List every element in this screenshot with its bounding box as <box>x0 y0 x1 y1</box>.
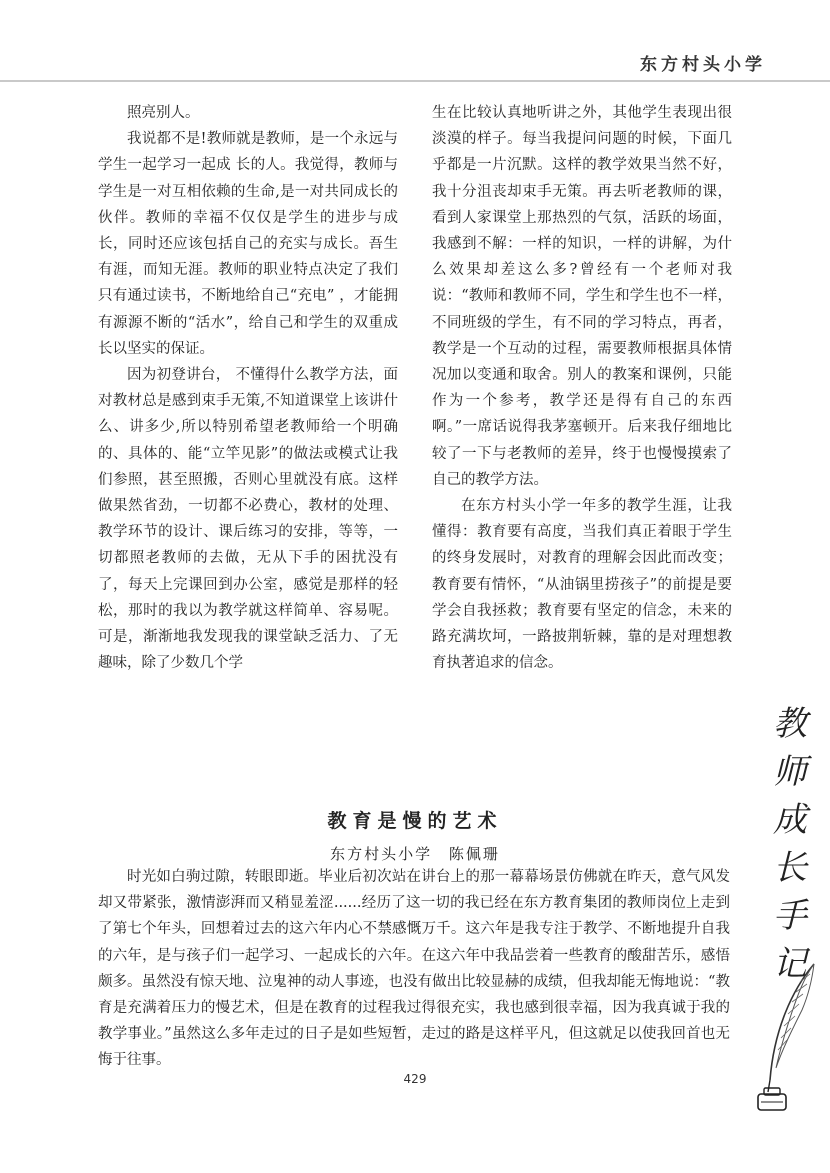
side-title-char: 教 <box>773 704 807 744</box>
paragraph: 我说都不是!教师就是教师，是一个永远与学生一起学习一起成 长的人。我觉得，教师与学生是一对互相依赖的生命,是一对共同成长的伙伴。教师的幸福不仅仅是学生的进步与成长，同时还应该包括自己的充实与成长。吾生有涯，而知无涯。教师的职业特点决定了我们只有通过读书，不断地给自己“充电” ，才能拥有源源不断的“活水”，给自己和学生的双重成长以坚实的保证。 <box>98 131 398 357</box>
side-vertical-title <box>770 700 810 988</box>
quill-pen-inkwell-icon <box>752 960 822 1120</box>
side-title-char: 长 <box>773 848 807 888</box>
paragraph: 时光如白驹过隙，转眼即逝。毕业后初次站在讲台上的那一幕幕场景仿佛就在昨天，意气风发却又带紧张，激情澎湃而又稍显羞涩......经历了这一切的我已经在东方教育集团的教师岗位上走到了第七个年头，回想着过去的这六年内心不禁感慨万千。这六年是我专注于教学、不断地提升自我的六年，是与孩子们一起学习、一起成长的六年。在这六年中我品尝着一些教育的酸甜苦乐，感悟颇多。虽然没有惊天地、泣鬼神的动人事迹，也没有做出比较显赫的成绩，但我却能无悔地说：“教育是充满着压力的慢艺术，但是在教育的过程我过得很充实，我也感到很幸福，因为我真诚于我的教学事业。”虽然这么多年走过的日子是如些短暂，走过的路是这样平凡，但这就足以使我回首也无悔于往事。 <box>98 869 730 1069</box>
page-number: 429 <box>403 1072 427 1086</box>
paragraph: 因为初登讲台， 不懂得什么教学方法，面对教材总是感到束手无策,不知道课堂上该讲什么、讲多少,所以特别希望老教师给一个明确的、具体的、能“立竿见影”的做法或模式让我们参照，甚至照搬，否则心里就没有底。这样做果然省劲，一切都不必费心，教材的处理、教学环节的设计、课后练习的安排，等等，一切都照老教师的去做，无从下手的困扰没有了，每天上完课回到办公室，感觉是那样的轻松，那时的我以为教学就这样简单、容易呢。可是，渐渐地我发现我的课堂缺乏活力、了无趣味，除了少数几个学 <box>98 367 398 672</box>
side-title-char: 手 <box>773 896 807 936</box>
header-school-name: 东方村头小学 <box>640 55 766 75</box>
header-divider <box>0 80 830 82</box>
paragraph: 在东方村头小学一年多的教学生涯，让我懂得：教育要有高度，当我们真正着眼于学生的终身发展时，对教育的理解会因此而改变；教育要有情怀，“从油锅里捞孩子”的前提是要学会自我拯救；教育要有坚定的信念，未来的路充满坎坷，一路披荆斩棘，靠的是对理想教育执著追求的信念。 <box>432 498 732 672</box>
side-title-char: 记 <box>773 944 807 984</box>
side-title-char: 成 <box>773 800 807 840</box>
paragraph: 照亮别人。 <box>127 105 200 121</box>
side-title-char: 师 <box>773 752 807 792</box>
article-body <box>98 864 730 1074</box>
right-text-column <box>432 100 732 676</box>
paragraph: 生在比较认真地听讲之外，其他学生表现出很淡漠的样子。每当我提问问题的时候，下面几乎都是一片沉默。这样的教学效果当然不好，我十分沮丧却束手无策。再去听老教师的课，看到人家课堂上那热烈的气氛，活跃的场面，我感到不解：一样的知识，一样的讲解，为什么效果却差这么多?曾经有一个老师对我说：“教师和教师不同，学生和学生也不一样，不同班级的学生，有不同的学习特点，再者，教学是一个互动的过程，需要教师根据具体情况加以变通和取舍。别人的教案和课例，只能作为一个参考，教学还是得有自己的东西啊。”一席话说得我茅塞顿开。后来我仔细地比较了一下与老教师的差异，终于也慢慢摸索了自己的教学方法。 <box>432 105 732 488</box>
left-text-column <box>98 100 398 676</box>
article-author: 东方村头小学 陈佩珊 <box>330 845 500 863</box>
article-title: 教育是慢的艺术 <box>327 810 503 832</box>
